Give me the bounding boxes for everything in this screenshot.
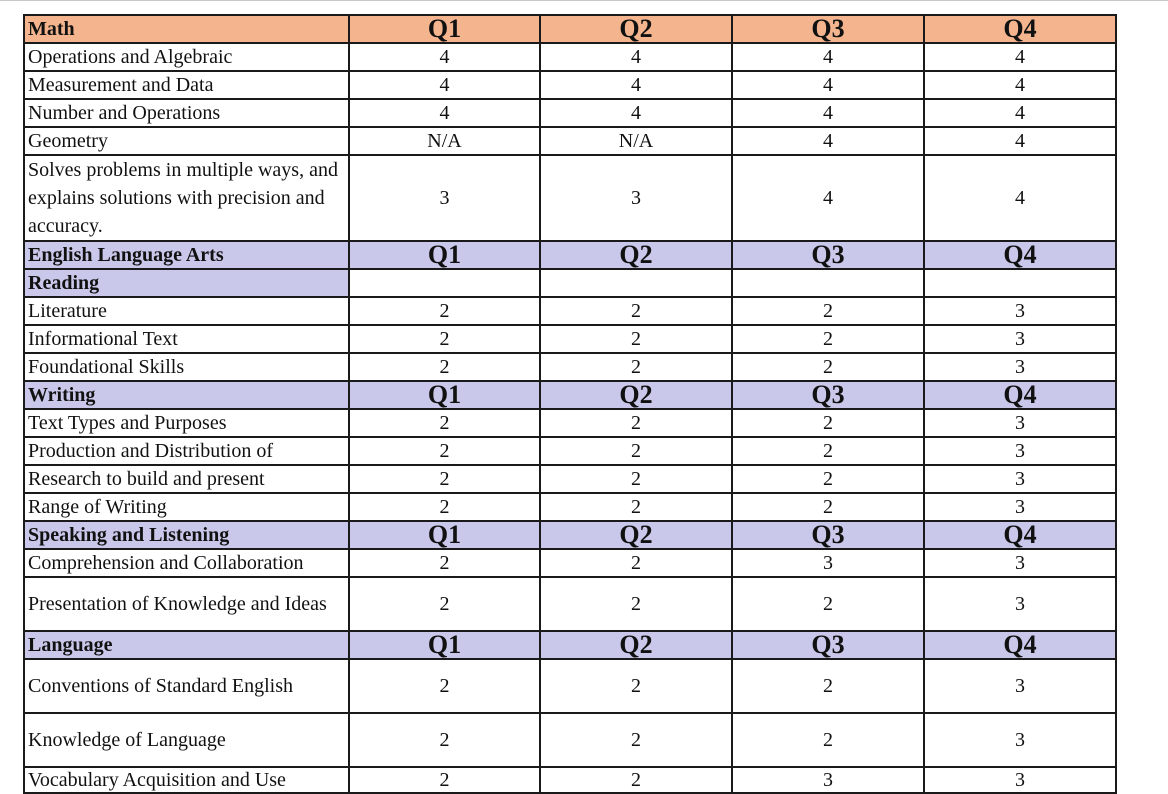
language-quarter-header: Q4 [924, 631, 1116, 659]
grade-cell: 2 [732, 409, 924, 437]
writing-quarter-header: Q3 [732, 381, 924, 409]
writing-title: Writing [24, 381, 349, 409]
grade-cell: 3 [924, 465, 1116, 493]
grade-cell: 2 [540, 713, 732, 767]
grade-cell: 3 [924, 713, 1116, 767]
grade-cell: 3 [349, 155, 540, 241]
grade-cell: 2 [349, 353, 540, 381]
grade-cell: 4 [349, 99, 540, 127]
report-card-table [23, 14, 1117, 794]
empty-cell [540, 269, 732, 297]
grade-cell: 2 [349, 659, 540, 713]
grade-cell: 3 [924, 577, 1116, 631]
grade-cell: 4 [924, 155, 1116, 241]
row-label: Measurement and Data [24, 71, 349, 99]
row-label: Operations and Algebraic [24, 43, 349, 71]
table-row [24, 155, 1116, 241]
language-quarter-header: Q3 [732, 631, 924, 659]
grade-cell: 2 [540, 549, 732, 577]
table-row [24, 465, 1116, 493]
grade-cell: 2 [732, 325, 924, 353]
table-row [24, 43, 1116, 71]
speaking-quarter-header: Q4 [924, 521, 1116, 549]
math-quarter-header: Q1 [349, 15, 540, 43]
grade-cell: 3 [924, 549, 1116, 577]
grade-cell: 2 [732, 353, 924, 381]
language-quarter-header: Q1 [349, 631, 540, 659]
ela-quarter-header: Q3 [732, 241, 924, 269]
table-row [24, 577, 1116, 631]
language-header-row [24, 631, 1116, 659]
row-label: Production and Distribution of [24, 437, 349, 465]
grade-cell: 2 [732, 493, 924, 521]
grade-cell: 4 [924, 99, 1116, 127]
writing-quarter-header: Q2 [540, 381, 732, 409]
grade-cell: 3 [924, 325, 1116, 353]
row-label: Text Types and Purposes [24, 409, 349, 437]
language-quarter-header: Q2 [540, 631, 732, 659]
row-label: Informational Text [24, 325, 349, 353]
grade-cell: 4 [732, 99, 924, 127]
grade-cell: 4 [540, 71, 732, 99]
table-row [24, 99, 1116, 127]
grade-cell: 2 [540, 353, 732, 381]
grade-cell: 2 [349, 713, 540, 767]
grade-cell: 2 [349, 465, 540, 493]
ela-header-row [24, 241, 1116, 269]
speaking-header-row [24, 521, 1116, 549]
grade-cell: 4 [732, 43, 924, 71]
grade-cell: 3 [924, 353, 1116, 381]
reading-title: Reading [24, 269, 349, 297]
math-title: Math [24, 15, 349, 43]
grade-cell: 2 [732, 659, 924, 713]
grade-cell: 3 [924, 297, 1116, 325]
math-quarter-header: Q3 [732, 15, 924, 43]
grade-cell: 4 [732, 155, 924, 241]
grade-cell: 4 [349, 43, 540, 71]
grade-cell: 3 [732, 549, 924, 577]
row-label: Conventions of Standard English [24, 659, 349, 713]
math-quarter-header: Q2 [540, 15, 732, 43]
grade-cell: 2 [349, 493, 540, 521]
grade-cell: 4 [732, 127, 924, 155]
table-row [24, 493, 1116, 521]
grade-cell: 3 [924, 409, 1116, 437]
table-row [24, 409, 1116, 437]
row-label: Comprehension and Collaboration [24, 549, 349, 577]
table-row [24, 549, 1116, 577]
math-quarter-header: Q4 [924, 15, 1116, 43]
grade-cell: 3 [924, 659, 1116, 713]
grade-cell: 2 [349, 409, 540, 437]
grade-cell: 3 [732, 767, 924, 793]
speaking-quarter-header: Q2 [540, 521, 732, 549]
ela-quarter-header: Q1 [349, 241, 540, 269]
grade-cell: 2 [540, 493, 732, 521]
grade-cell: 4 [924, 71, 1116, 99]
grade-cell: 2 [540, 325, 732, 353]
grade-cell: 2 [540, 297, 732, 325]
table-row [24, 71, 1116, 99]
grade-cell: 2 [349, 297, 540, 325]
grade-cell: 4 [540, 43, 732, 71]
reading-header-row [24, 269, 1116, 297]
table-row [24, 437, 1116, 465]
ela-quarter-header: Q2 [540, 241, 732, 269]
grade-cell: 2 [349, 325, 540, 353]
grade-cell: 3 [924, 493, 1116, 521]
empty-cell [732, 269, 924, 297]
empty-cell [924, 269, 1116, 297]
row-label: Presentation of Knowledge and Ideas [24, 577, 349, 631]
empty-cell [349, 269, 540, 297]
grade-cell: 2 [540, 465, 732, 493]
grade-cell: 4 [540, 99, 732, 127]
table-row [24, 353, 1116, 381]
speaking-quarter-header: Q1 [349, 521, 540, 549]
writing-header-row [24, 381, 1116, 409]
row-label: Number and Operations [24, 99, 349, 127]
table-row [24, 767, 1116, 793]
grade-cell: 2 [540, 659, 732, 713]
grade-cell: 4 [924, 127, 1116, 155]
table-row [24, 659, 1116, 713]
writing-quarter-header: Q1 [349, 381, 540, 409]
row-label: Solves problems in multiple ways, and explains solutions with precision and accuracy. [24, 155, 349, 241]
grade-cell: 2 [540, 409, 732, 437]
grade-cell: 2 [732, 577, 924, 631]
top-rule [0, 0, 1168, 4]
grade-cell: 4 [924, 43, 1116, 71]
grade-cell: 3 [924, 767, 1116, 793]
table-row [24, 127, 1116, 155]
grade-cell: 2 [349, 437, 540, 465]
row-label: Knowledge of Language [24, 713, 349, 767]
grade-cell: N/A [540, 127, 732, 155]
row-label: Range of Writing [24, 493, 349, 521]
grade-cell: 2 [349, 549, 540, 577]
grade-cell: 4 [349, 71, 540, 99]
language-title: Language [24, 631, 349, 659]
speaking-title: Speaking and Listening [24, 521, 349, 549]
grade-cell: 2 [732, 437, 924, 465]
grade-cell: 3 [924, 437, 1116, 465]
row-label: Vocabulary Acquisition and Use [24, 767, 349, 793]
grade-cell: 2 [349, 577, 540, 631]
row-label: Geometry [24, 127, 349, 155]
grade-cell: 2 [540, 767, 732, 793]
grade-cell: 2 [349, 767, 540, 793]
table-row [24, 297, 1116, 325]
math-header-row [24, 15, 1116, 43]
ela-quarter-header: Q4 [924, 241, 1116, 269]
grade-cell: 2 [732, 713, 924, 767]
grade-cell: 2 [540, 437, 732, 465]
row-label: Literature [24, 297, 349, 325]
ela-title: English Language Arts [24, 241, 349, 269]
grade-cell: 4 [732, 71, 924, 99]
table-row [24, 713, 1116, 767]
grade-cell: 2 [732, 297, 924, 325]
grade-cell: 2 [732, 465, 924, 493]
row-label: Foundational Skills [24, 353, 349, 381]
table-row [24, 325, 1116, 353]
speaking-quarter-header: Q3 [732, 521, 924, 549]
writing-quarter-header: Q4 [924, 381, 1116, 409]
grade-cell: 2 [540, 577, 732, 631]
row-label: Research to build and present [24, 465, 349, 493]
grade-cell: 3 [540, 155, 732, 241]
grade-cell: N/A [349, 127, 540, 155]
